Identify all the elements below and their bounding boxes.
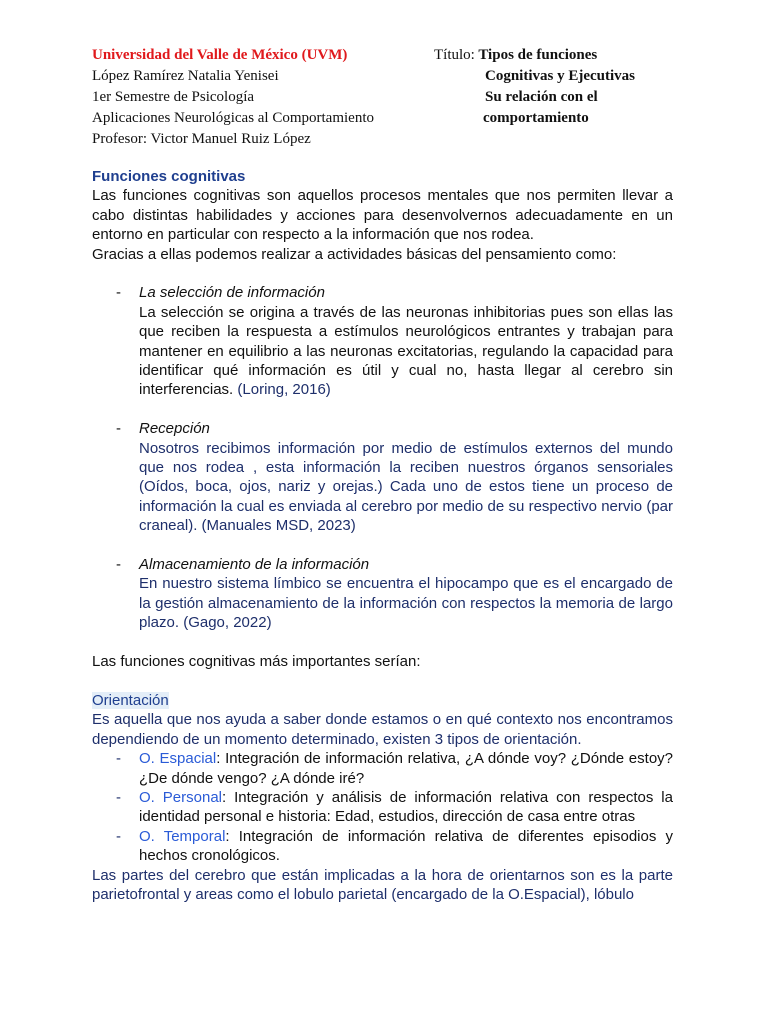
list-dash: - xyxy=(116,788,121,806)
university-name: Universidad del Valle de México (UVM) xyxy=(92,47,348,63)
section-heading-orientation: Orientación xyxy=(92,691,169,709)
header-left xyxy=(92,45,422,150)
list-dash: - xyxy=(116,556,121,574)
list-dash: - xyxy=(116,420,121,438)
cognitive-intro: Las funciones cognitivas son aquellos procesos mentales que nos permiten llevar a cabo distintas habilidades y acciones para desenvolvernos adecuadamente en un entorno en particular con respecto a la información que nos rodea. xyxy=(92,187,673,244)
list-dash: - xyxy=(116,750,121,768)
title-line-1: Tipos de funciones xyxy=(478,47,598,63)
header-title-block xyxy=(434,45,694,129)
document-body xyxy=(92,167,673,904)
list-item xyxy=(92,419,673,535)
cognitive-lead: Gracias a ellas podemos realizar a actividades básicas del pensamiento como: xyxy=(92,245,617,263)
orientation-type-name: O. Espacial xyxy=(139,750,217,768)
title-line-4: comportamiento xyxy=(483,110,589,126)
list-item-title: Almacenamiento de la información xyxy=(139,556,370,574)
list-item xyxy=(92,555,673,633)
section-heading-cognitive: Funciones cognitivas xyxy=(92,168,246,185)
list-item-title: Recepción xyxy=(139,420,210,438)
semester: 1er Semestre de Psicología xyxy=(92,89,255,105)
orientation-type-text: : Integración de información relativa, ¿A dónde voy? ¿Dónde estoy? ¿De dónde vengo? ¿A dónde iré? xyxy=(139,750,673,787)
orientation-type-name: O. Temporal xyxy=(139,827,226,845)
orientation-type-text: : Integración de información relativa de diferentes episodios y hechos cronológicos. xyxy=(139,827,673,865)
orientation-type-name: O. Personal xyxy=(139,788,222,806)
important-functions-lead: Las funciones cognitivas más importantes serían: xyxy=(92,653,421,671)
course-name: Aplicaciones Neurológicas al Comportamiento xyxy=(92,110,375,126)
list-dash: - xyxy=(116,284,121,302)
list-item-title: La selección de información xyxy=(139,284,325,302)
professor-name: Profesor: Victor Manuel Ruiz López xyxy=(92,131,311,147)
list-item xyxy=(92,749,673,788)
list-item xyxy=(92,283,673,399)
list-item-text: La selección se origina a través de las neuronas inhibitorias pues son ellas las que reciben la respuesta a estímulos neurológicos entrantes y trabajan para mantener en equilibrio a las neuronas excitatorias, regulando la capacidad para identificar qué información es útil y cual no, hasta llegar al cerebro sin interferencias. xyxy=(139,303,673,399)
title-label: Título: xyxy=(434,47,475,63)
title-line-3: Su relación con el xyxy=(485,89,598,105)
orientation-intro: Es aquella que nos ayuda a saber donde estamos o en qué contexto nos encontramos dependiendo de un momento determinado, existen 3 tipos de orientación. xyxy=(92,711,673,748)
list-item xyxy=(92,827,673,866)
list-item xyxy=(92,788,673,827)
list-item-text: Nosotros recibimos información por medio de estímulos externos del mundo que nos rodea , esta información la reciben nuestros órganos sensoriales (Oídos, boca, ojos, nariz y orejas.) Cada uno de estos tiene un proceso de información la cual es enviada al cerebro por medio de su respectivo nervio (par craneal). (Manuales MSD, 2023) xyxy=(139,439,673,535)
student-name: López Ramírez Natalia Yenisei xyxy=(92,68,279,84)
title-line-2: Cognitivas y Ejecutivas xyxy=(485,68,635,84)
citation: (Loring, 2016) xyxy=(237,381,331,399)
orientation-closing: Las partes del cerebro que están implicadas a la hora de orientarnos son es la parte parietofrontal y areas como el lobulo parietal (encargado de la O.Espacial), lóbulo xyxy=(92,866,673,903)
list-item-text: En nuestro sistema límbico se encuentra el hipocampo que es el encargado de la gestión almacenamiento de la información con respectos la memoria de largo plazo. (Gago, 2022) xyxy=(139,575,673,632)
list-dash: - xyxy=(116,827,121,845)
orientation-type-text: : Integración y análisis de información relativa con respectos la identidad personal e historia: Edad, estudios, dirección de casa entre otras xyxy=(139,788,673,826)
